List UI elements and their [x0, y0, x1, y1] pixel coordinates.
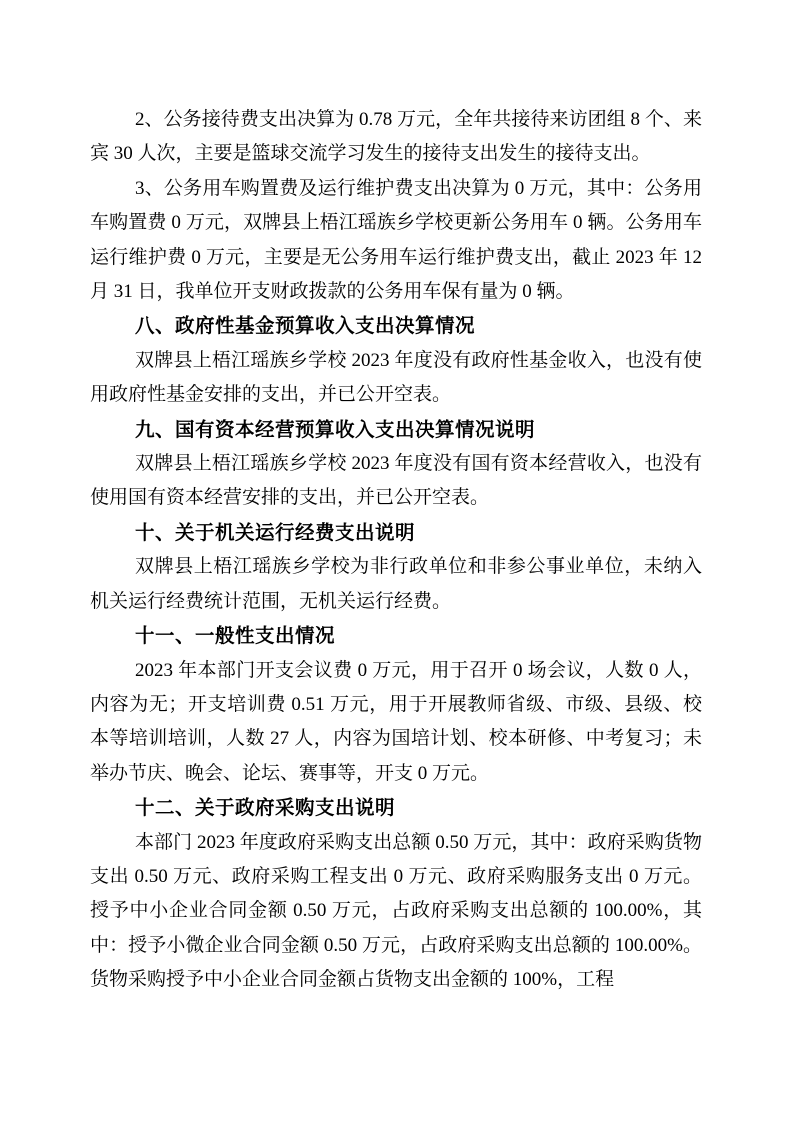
paragraph: 2、公务接待费支出决算为 0.78 万元，全年共接待来访团组 8 个、来宾 30 人次，主要是篮球交流学习发生的接待支出发生的接待支出。 [90, 109, 702, 165]
document-body [90, 103, 702, 998]
section-heading: 八、政府性基金预算收入支出决算情况 [135, 315, 476, 338]
section-heading: 十一、一般性支出情况 [135, 625, 336, 648]
section-heading: 十二、关于政府采购支出说明 [135, 797, 396, 820]
paragraph: 双牌县上梧江瑶族乡学校 2023 年度没有国有资本经营收入，也没有使用国有资本经营安排的支出，并已公开空表。 [90, 453, 702, 509]
paragraph: 双牌县上梧江瑶族乡学校 2023 年度没有政府性基金收入，也没有使用政府性基金安排的支出，并已公开空表。 [90, 349, 702, 406]
paragraph: 双牌县上梧江瑶族乡学校为非行政单位和非参公事业单位，未纳入机关运行经费统计范围，无机关运行经费。 [90, 556, 702, 612]
paragraph: 3、公务用车购置费及运行维护费支出决算为 0 万元，其中：公务用车购置费 0 万元，双牌县上梧江瑶族乡学校更新公务用车 0 辆。公务用车运行维护费 0 万元，主要是无公务用车运行维护费支出，截止 2023 年 12 月 31 日，我单位开支财政拨款的公务用车保有量为 0 辆。 [90, 177, 702, 303]
section-heading: 九、国有资本经营预算收入支出决算情况说明 [135, 418, 536, 441]
paragraph: 本部门 2023 年度政府采购支出总额 0.50 万元，其中：政府采购货物支出 0.50 万元、政府采购工程支出 0 万元、政府采购服务支出 0 万元。授予中小企业合同金额 0.50 万元，占政府采购支出总额的 100.00%，其中：授予小微企业合同金额 0.50 万元，占政府采购支出总额的 100.00%。货物采购授予中小企业合同金额占货物支出金额的 100%，工程 [90, 831, 702, 991]
paragraph: 2023 年本部门开支会议费 0 万元，用于召开 0 场会议，人数 0 人，内容为无；开支培训费 0.51 万元，用于开展教师省级、市级、县级、校本等培训培训，人数 27 人，内容为国培计划、校本研修、中考复习；未举办节庆、晚会、论坛、赛事等，开支 0 万元。 [90, 659, 702, 784]
section-heading: 十、关于机关运行经费支出说明 [135, 521, 416, 544]
